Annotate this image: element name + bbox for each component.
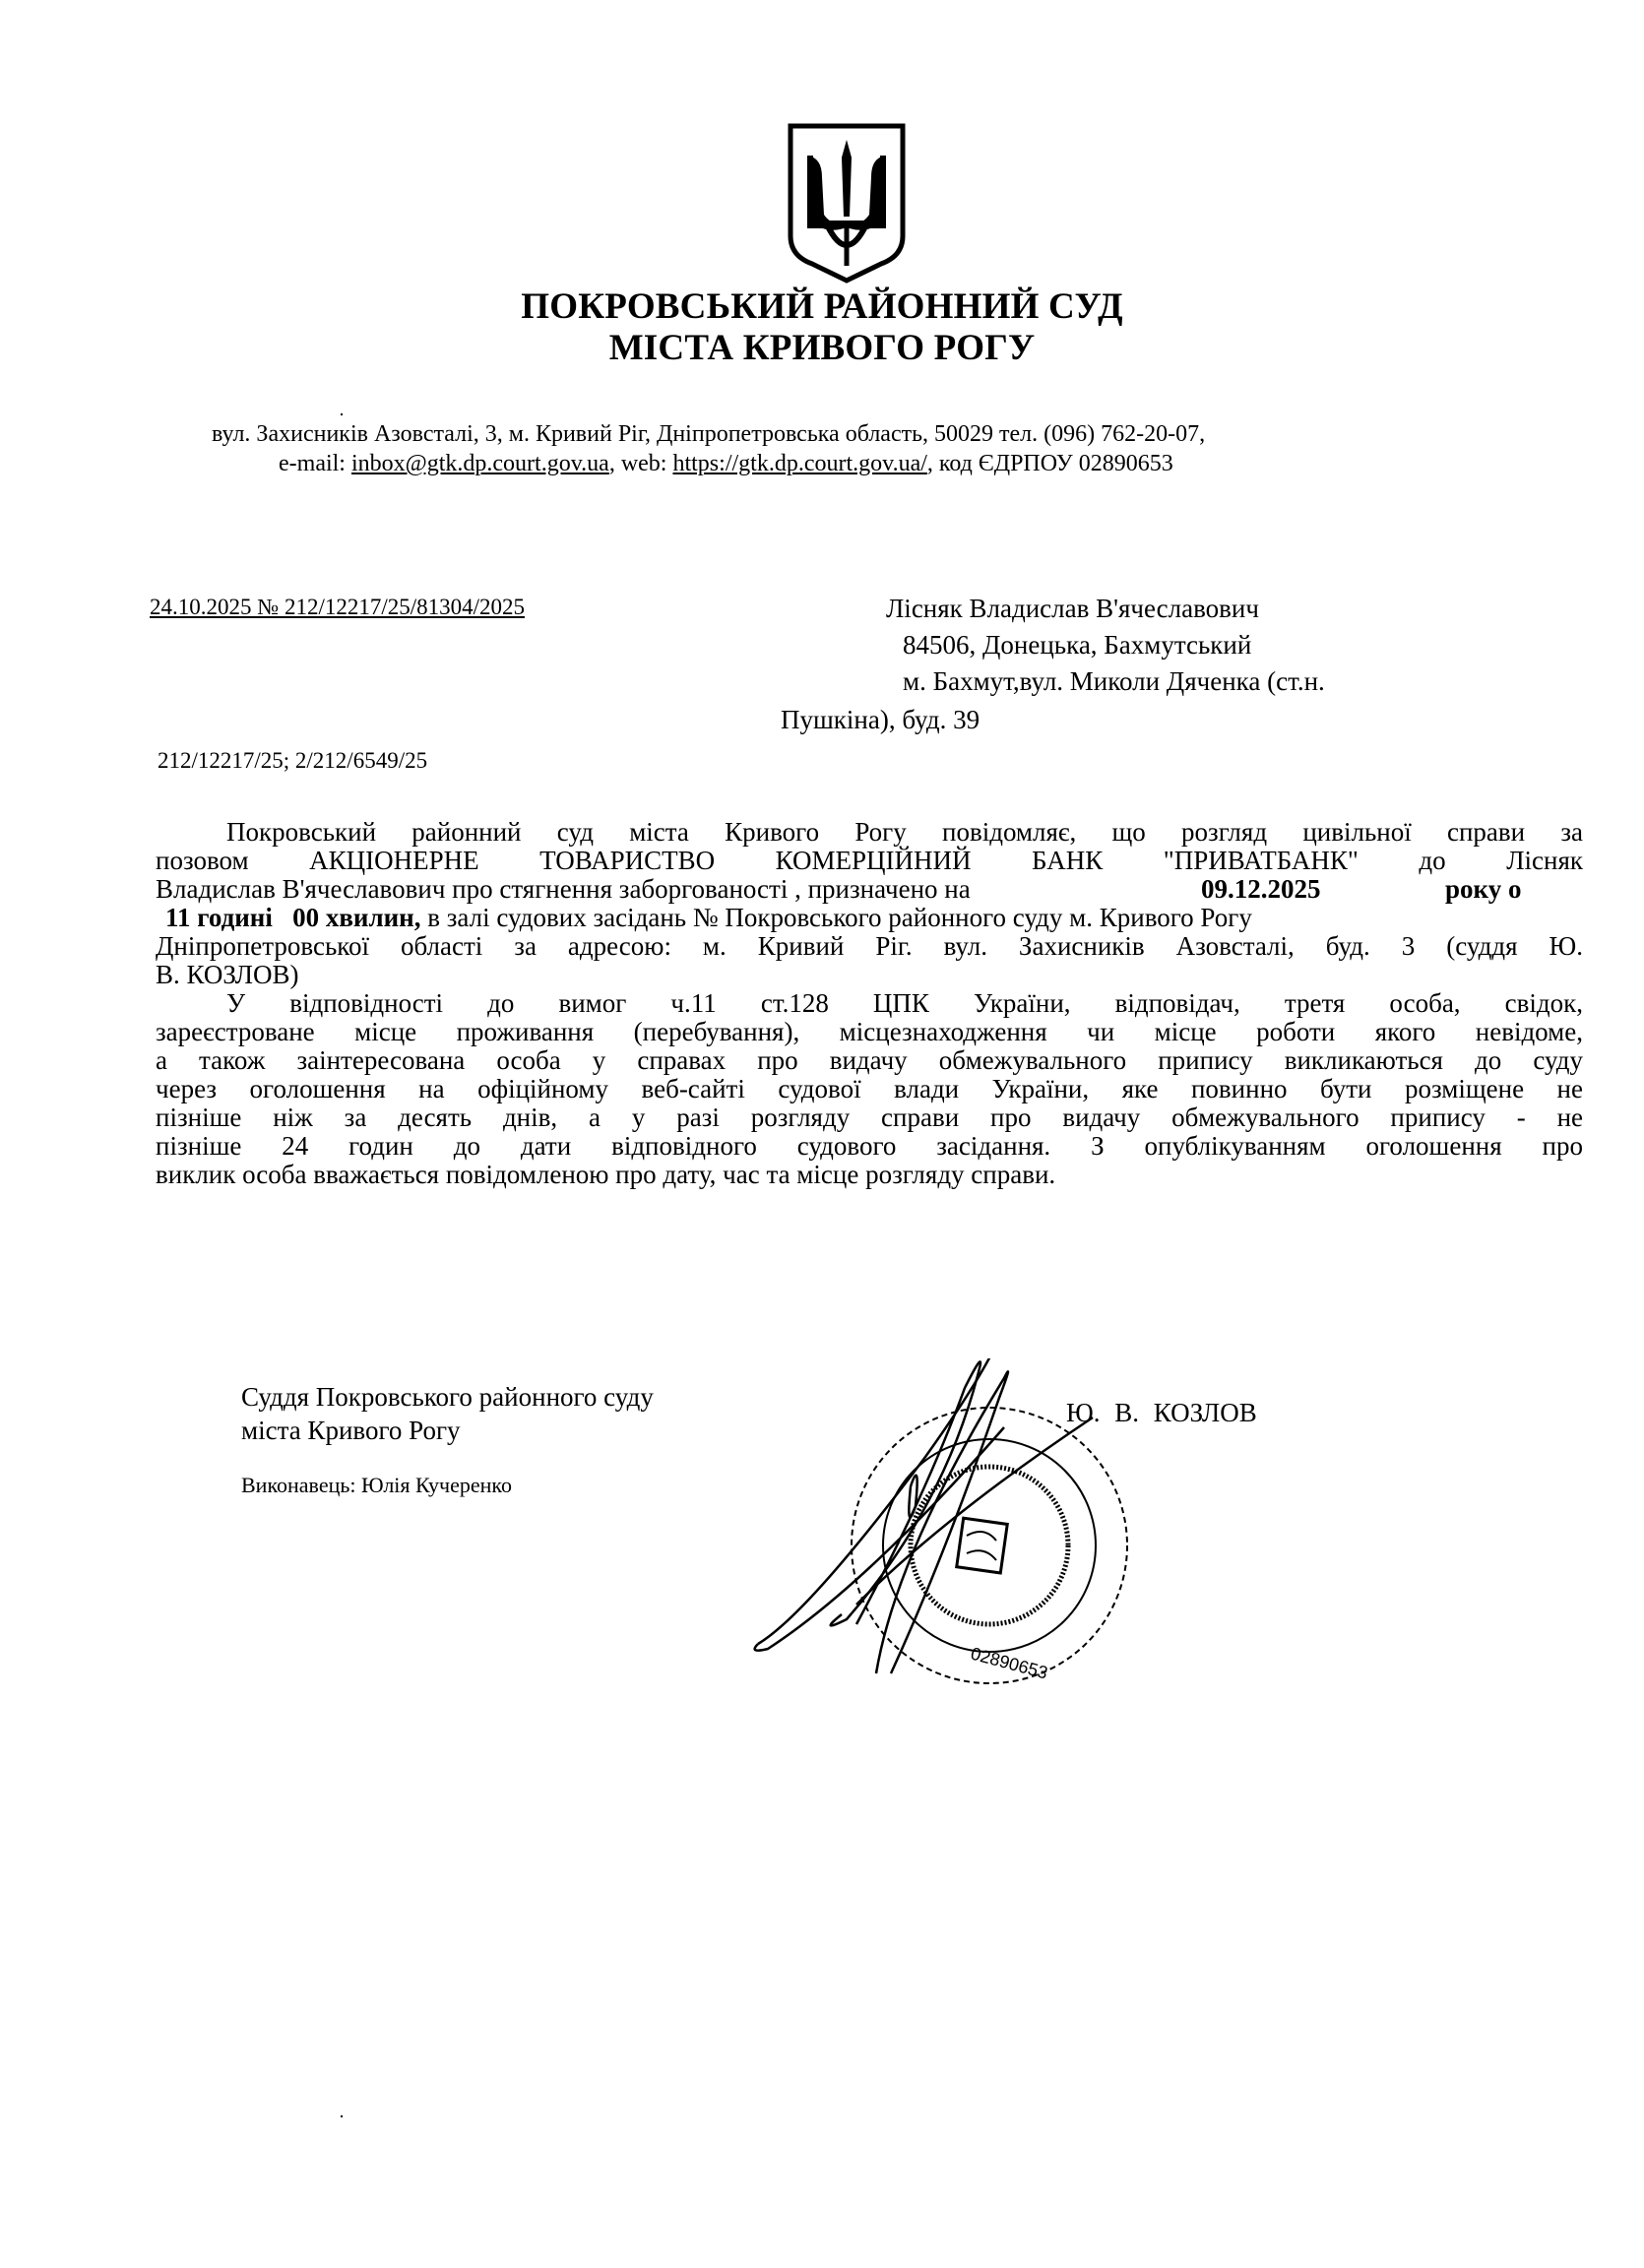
- scan-mark: [341, 413, 343, 415]
- paragraph2-line4: через оголошення на офіційному веб-сайті судової влади України, яке повинно бути розміщене не: [156, 1074, 1583, 1103]
- hearing-hour: 11 годині: [165, 903, 273, 932]
- court-seal-stamp: [748, 1358, 1162, 1713]
- paragraph2-line2: зареєстроване місце проживання (перебування), місцезнаходження чи місце роботи якого невідоме,: [156, 1017, 1583, 1046]
- paragraph1-line2: позовом АКЦІОНЕРНЕ ТОВАРИСТВО КОМЕРЦІЙНИЙ БАНК "ПРИВАТБАНК" до Лісняк: [156, 846, 1583, 875]
- executor: Виконавець: Юлія Кучеренко: [241, 1473, 512, 1497]
- paragraph2-line5: пізніше ніж за десять днів, а у разі розгляду справи про видачу обмежувального припису - не: [156, 1102, 1583, 1132]
- hearing-room: в залі судових засідань № Покровського районного суду м. Кривого Рогу: [420, 903, 1252, 932]
- paragraph1-line6: В. КОЗЛОВ): [156, 960, 299, 989]
- summons-text: Владислав В'ячеславович про стягнення заборгованості , призначено на: [156, 874, 971, 904]
- court-name-line2: МІСТА КРИВОГО РОГУ: [608, 328, 1036, 368]
- paragraph1-line1: Покровський районний суд міста Кривого Рогу повідомляє, що розгляд цивільної справи за: [226, 817, 1583, 847]
- scan-mark: [341, 2115, 343, 2117]
- paragraph2-line6: пізніше 24 годин до дати відповідного судового засідання. З опублікуванням оголошення про: [156, 1131, 1583, 1161]
- judge-title-line2: міста Кривого Рогу: [241, 1416, 461, 1445]
- web-link[interactable]: https://gtk.dp.court.gov.ua/: [672, 451, 927, 476]
- judge-name: Ю. В. КОЗЛОВ: [1066, 1398, 1257, 1427]
- email-label: e-mail:: [279, 451, 351, 476]
- court-name-line1: ПОКРОВСЬКИЙ РАЙОННИЙ СУД: [521, 286, 1123, 327]
- judge-title-line1: Суддя Покровського районного суду: [241, 1382, 654, 1412]
- paragraph1-line5: Дніпропетровської області за адресою: м. Кривий Ріг. вул. Захисників Азовсталі, буд. 3 (суддя Ю.: [156, 931, 1583, 961]
- email-link[interactable]: inbox@gtk.dp.court.gov.ua: [350, 451, 609, 476]
- recipient-address-line4: Пушкіна), буд. 39: [781, 705, 980, 734]
- hearing-year-suffix: року о: [1445, 874, 1522, 904]
- paragraph2-line3: а також заінтересована особа у справах про видачу обмежувального припису викликаються до суду: [156, 1045, 1583, 1075]
- hearing-minutes: 00 хвилин,: [292, 903, 421, 932]
- court-address: вул. Захисників Азовсталі, 3, м. Кривий Ріг, Дніпропетровська область, 50029 тел. (096) 762-20-07,: [212, 421, 1206, 447]
- edrpou-code: , код ЄДРПОУ 02890653: [926, 451, 1173, 476]
- court-contacts: [279, 451, 1173, 477]
- stamp-code: 02890653: [968, 1643, 1050, 1683]
- hearing-date: 09.12.2025: [1201, 874, 1321, 904]
- paragraph2-line1: У відповідності до вимог ч.11 ст.128 ЦПК України, відповідач, третя особа, свідок,: [226, 988, 1583, 1018]
- recipient-name: Лісняк Владислав В'ячеславович: [886, 594, 1259, 623]
- case-numbers: 212/12217/25; 2/212/6549/25: [158, 748, 428, 773]
- coat-of-arms-icon: [783, 118, 911, 285]
- paragraph1-line4: [165, 903, 1593, 933]
- web-label: , web:: [608, 451, 673, 476]
- paragraph1-line3: [156, 874, 1583, 905]
- recipient-address-line2: 84506, Донецька, Бахмутський: [903, 630, 1252, 660]
- recipient-address-line3: м. Бахмут,вул. Миколи Дяченка (ст.н.: [903, 666, 1325, 696]
- outgoing-date-number: 24.10.2025 № 212/12217/25/81304/2025: [150, 595, 526, 619]
- paragraph2-line7: виклик особа вважається повідомленою про дату, час та місце розгляду справи.: [156, 1160, 1056, 1189]
